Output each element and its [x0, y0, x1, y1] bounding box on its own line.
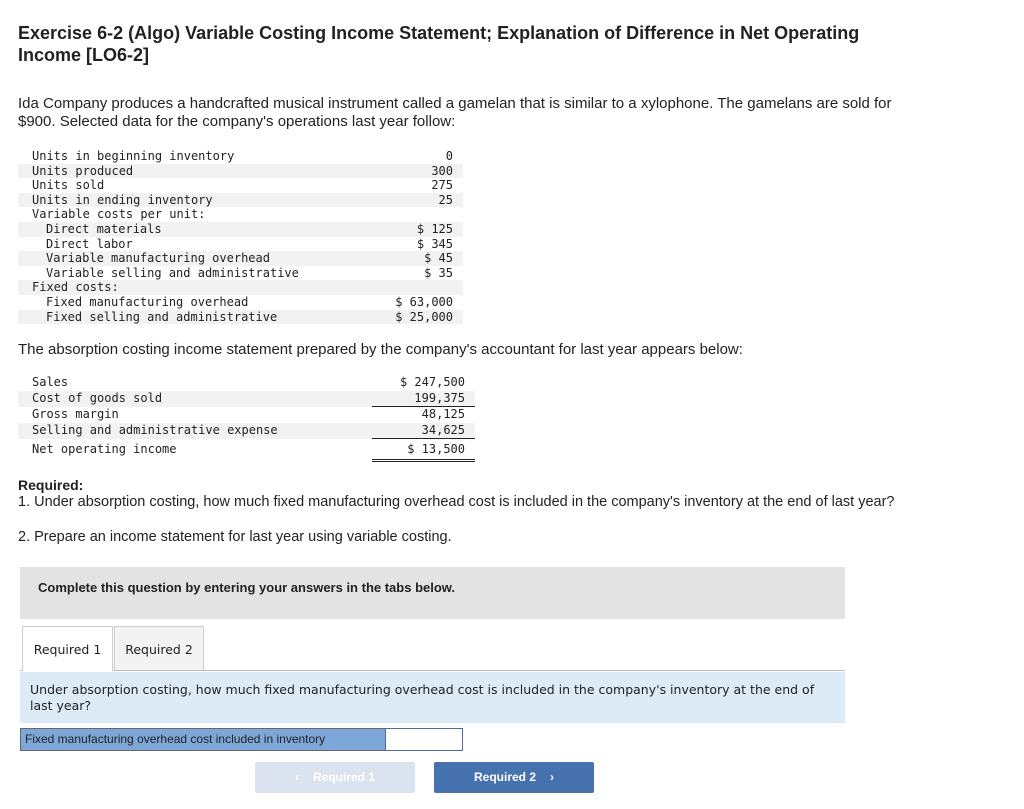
row-label: Fixed manufacturing overhead: [46, 294, 249, 309]
data-row: [18, 222, 463, 237]
prev-button-label: Required 1: [312, 770, 375, 784]
required-1-text: 1. Under absorption costing, how much fixed manufacturing overhead cost is included in the company's inventory at the end of last year?: [18, 494, 895, 510]
row-value: $ 247,500: [399, 375, 465, 389]
required-heading: Required:: [18, 477, 84, 493]
row-label: Units in ending inventory: [18, 193, 370, 208]
row-label: Cost of goods sold: [18, 391, 352, 407]
data-row: [18, 193, 463, 208]
row-value: $ 45: [370, 251, 463, 266]
tab-divider: [20, 670, 845, 671]
data-row: [18, 295, 463, 310]
row-label: Direct labor: [46, 236, 133, 251]
row-value: 25: [370, 193, 463, 208]
intro-text: Ida Company produces a handcrafted musical instrument called a gamelan that is similar to a xylophone. The gamelans are sold for $900. Selected data for the company's operations last year follow:: [18, 95, 892, 130]
row-value: 275: [431, 178, 453, 193]
data-row: [18, 207, 463, 222]
row-label: Fixed selling and administrative: [18, 310, 370, 325]
row-label: Net operating income: [32, 442, 177, 456]
row-label: Gross margin: [32, 407, 119, 421]
row-value: 199,375: [372, 391, 475, 407]
row-label: Sales: [32, 375, 69, 390]
income-row: [18, 407, 475, 423]
data-row: [18, 164, 463, 179]
row-value: $ 63,000: [395, 294, 453, 309]
row-label: Variable costs per unit:: [32, 207, 206, 222]
answer-label: Fixed manufacturing overhead cost included in inventory: [20, 728, 386, 751]
row-label: Units in beginning inventory: [32, 149, 235, 163]
chevron-left-icon: ‹: [294, 770, 299, 784]
row-label: Units sold: [32, 178, 105, 193]
row-value: $ 25,000: [370, 310, 463, 325]
row-value: 0: [445, 149, 453, 163]
income-row: [18, 391, 475, 407]
data-row: [18, 251, 463, 266]
row-value: $ 35: [424, 265, 453, 280]
row-label: Variable selling and administrative: [46, 265, 299, 280]
data-row: [18, 237, 463, 252]
fixed-overhead-input[interactable]: [385, 728, 463, 751]
row-label: Units produced: [18, 164, 370, 179]
row-value: 34,625: [372, 423, 475, 439]
income-row: [18, 439, 475, 461]
income-row: [18, 423, 475, 439]
question-panel: Under absorption costing, how much fixed manufacturing overhead cost is included in the company's inventory at the end of last year?: [20, 672, 845, 723]
data-row: [18, 149, 463, 164]
data-table: [18, 149, 463, 324]
data-row: [18, 310, 463, 325]
tab-required-2[interactable]: Required 2: [114, 626, 204, 671]
row-value: $ 13,500: [372, 439, 475, 461]
income-row: [18, 375, 475, 391]
row-label: Variable manufacturing overhead: [18, 251, 370, 266]
chevron-right-icon: ›: [550, 770, 554, 784]
absorption-intro: The absorption costing income statement prepared by the company's accountant for last year appears below:: [18, 341, 743, 358]
row-label: Direct materials: [18, 222, 370, 237]
instruction-banner: Complete this question by entering your answers in the tabs below.: [20, 567, 845, 619]
row-value: $ 345: [416, 236, 453, 251]
data-row: [18, 178, 463, 193]
row-value: [370, 207, 463, 222]
row-value: 48,125: [421, 407, 465, 421]
row-value: 300: [370, 164, 463, 179]
prev-required-1-button[interactable]: [255, 762, 415, 793]
next-button-label: Required 2: [473, 770, 536, 784]
page-title: Exercise 6-2 (Algo) Variable Costing Income Statement; Explanation of Difference in Net Operating Income [LO6-2]: [18, 23, 860, 65]
row-label: Fixed costs:: [18, 280, 370, 295]
row-value: $ 125: [370, 222, 463, 237]
next-required-2-button[interactable]: [434, 762, 594, 793]
required-2-text: 2. Prepare an income statement for last year using variable costing.: [18, 529, 452, 545]
data-row: [18, 280, 463, 295]
data-row: [18, 266, 463, 281]
tab-required-1[interactable]: Required 1: [22, 626, 113, 671]
row-value: [370, 280, 463, 295]
income-statement-table: [18, 375, 475, 462]
row-label: Selling and administrative expense: [18, 423, 352, 439]
